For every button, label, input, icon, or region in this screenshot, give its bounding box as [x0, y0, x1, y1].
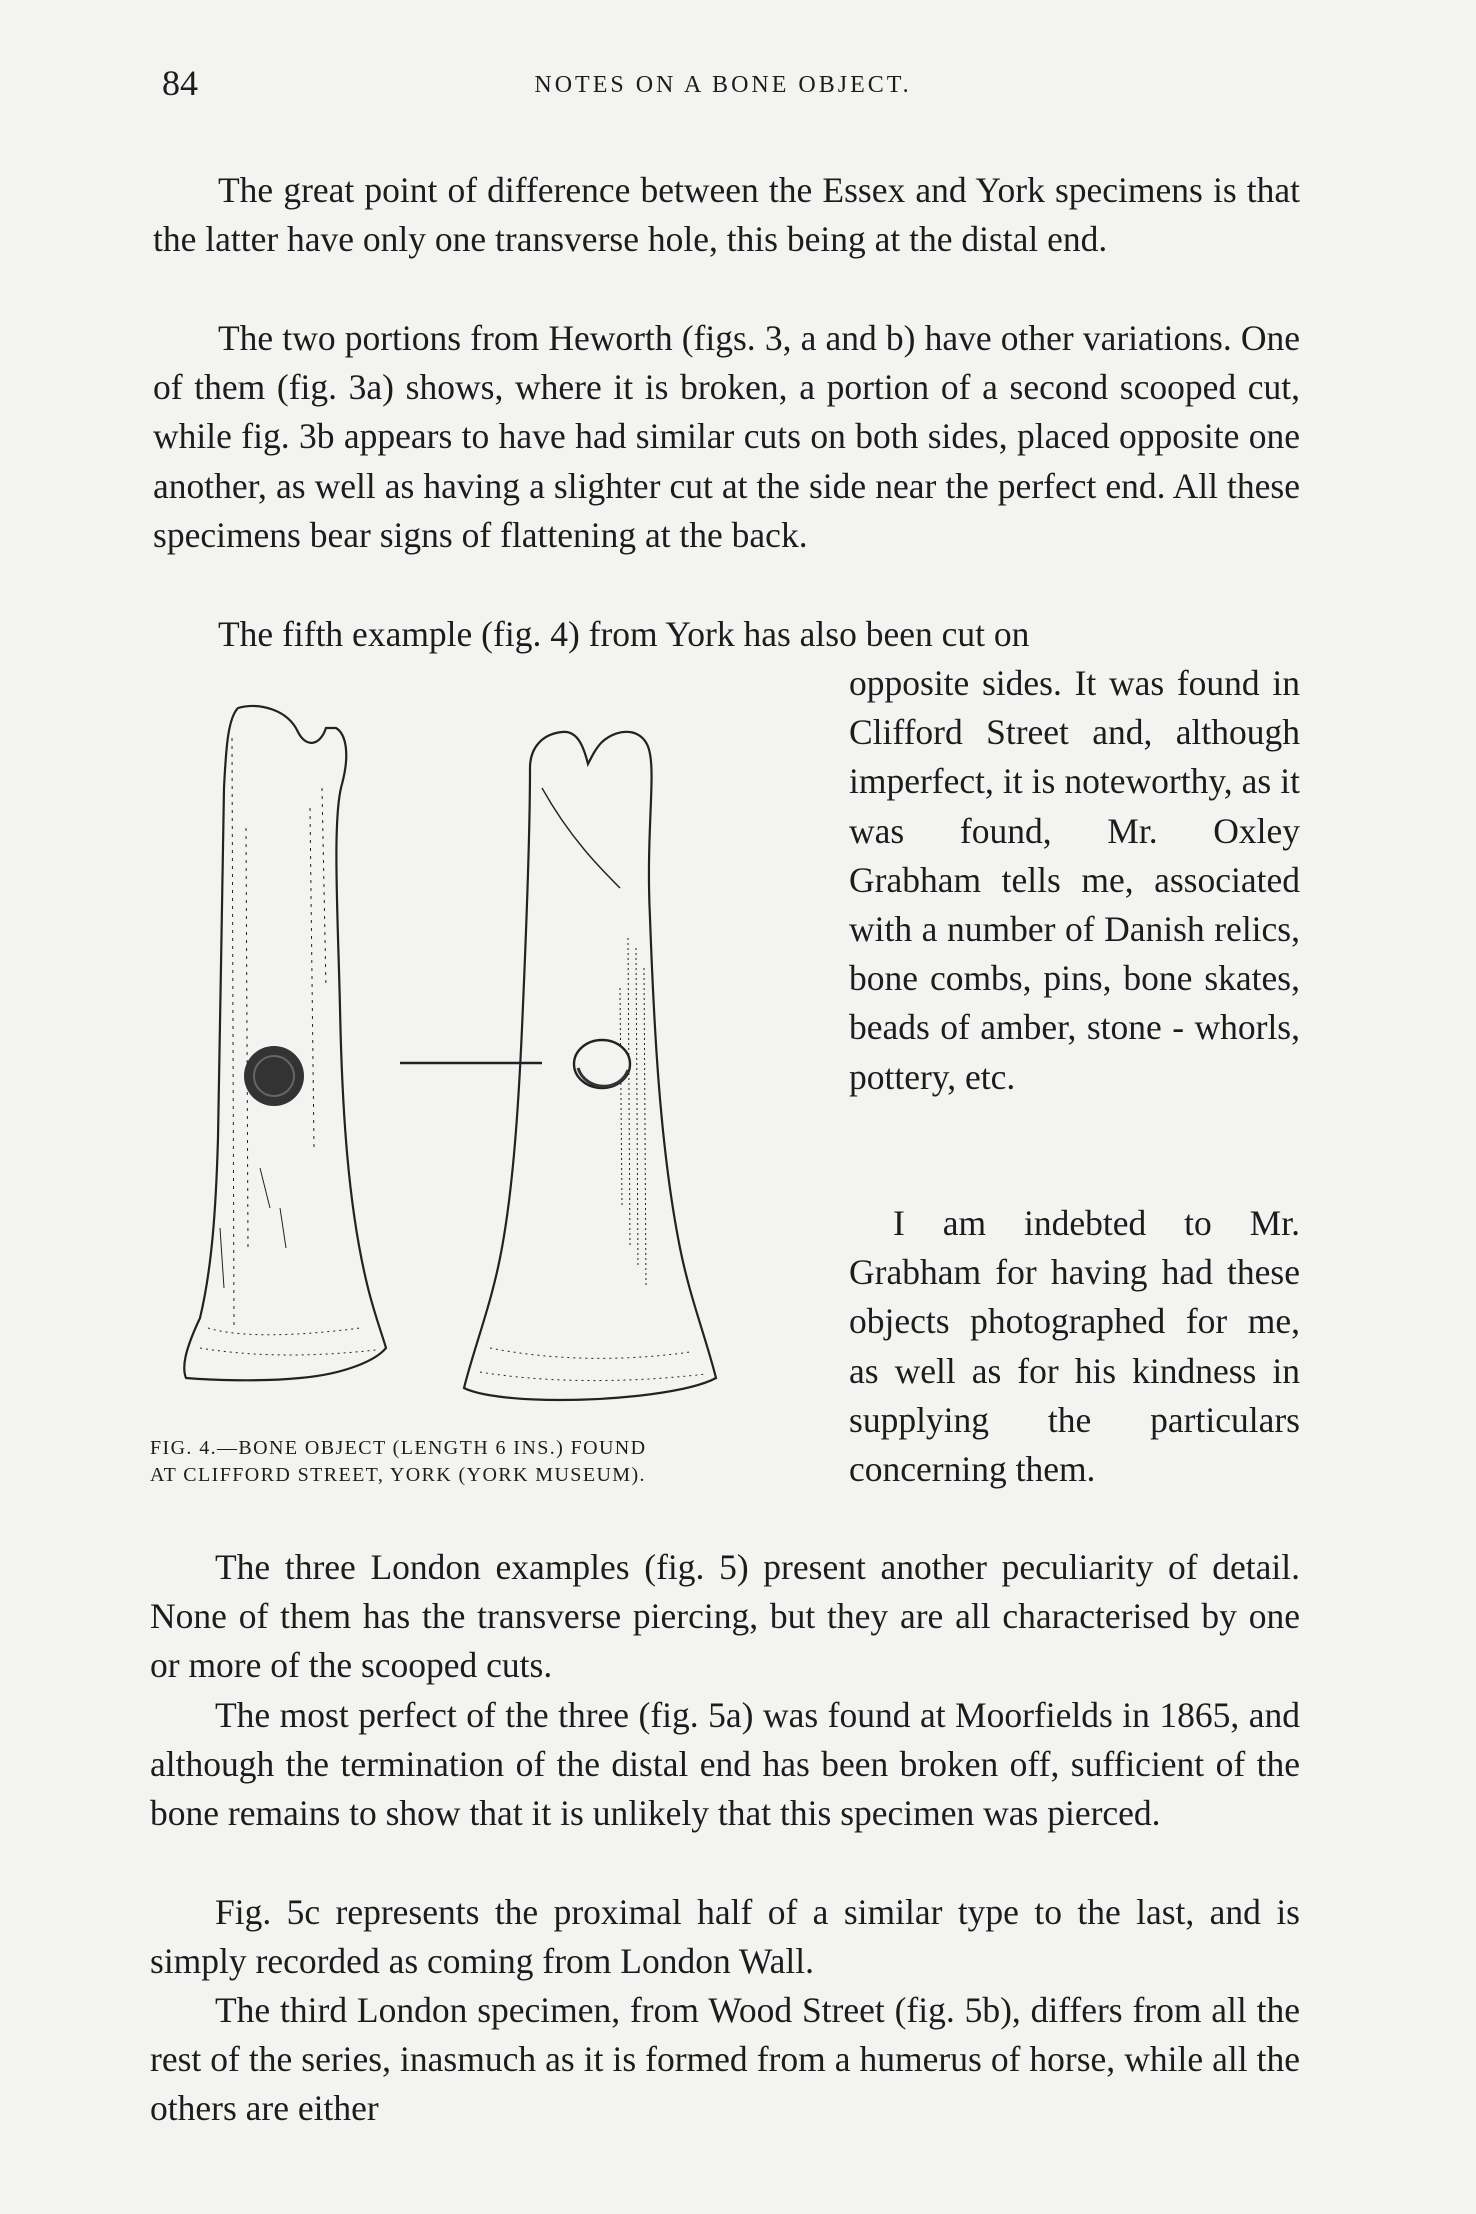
- paragraph-4: I am indebted to Mr. Grabham for having had these objects photographed for me, as well as for his kindness in supplying the particulars concerning them.: [849, 1203, 1300, 1490]
- caption-line-2: AT CLIFFORD STREET, YORK (YORK MUSEUM).: [150, 1464, 646, 1486]
- running-head: NOTES ON A BONE OBJECT.: [534, 72, 912, 98]
- paragraph-7: Fig. 5c represents the proximal half of a similar type to the last, and is simply recorded as coming from London Wall.: [150, 1892, 1300, 1982]
- paragraph-1: The great point of difference between the Essex and York specimens is that the latter have only one transverse hole, this being at the distal end.: [153, 170, 1300, 260]
- paragraph-6: The most perfect of the three (fig. 5a) was found at Moorfields in 1865, and although the termination of the distal end has been broken off, sufficient of the bone remains to show that it is unlikely that this specimen was pierced.: [150, 1695, 1300, 1834]
- paragraph-3-first-line: The fifth example (fig. 4) from York has also been cut on: [218, 614, 1030, 654]
- bone-left-view: [184, 706, 386, 1380]
- paragraph-5: The three London examples (fig. 5) present another peculiarity of detail. None of them has the transverse piercing, but they are all characterised by one or more of the scooped cuts.: [150, 1547, 1300, 1686]
- bone-object-figure: [150, 688, 810, 1488]
- paragraph-3-wrapped: opposite sides. It was found in Clifford Street and, although imperfect, it is noteworthy, as it was found, Mr. Oxley Grabham tells me, associated with a number of Danish relics, bone combs, pins, bone skates, beads of amber, stone - whorls, pottery, etc.: [849, 663, 1300, 1097]
- page-number: 84: [162, 63, 198, 103]
- figure-caption: [150, 1435, 810, 1489]
- page-header: [148, 62, 1298, 112]
- bone-illustration: [150, 688, 810, 1448]
- paragraph-8: The third London specimen, from Wood Street (fig. 5b), differs from all the rest of the series, inasmuch as it is formed from a humerus of horse, while all the others are either: [150, 1990, 1300, 2129]
- caption-line-1: FIG. 4.—BONE OBJECT (LENGTH 6 INS.) FOUND: [150, 1437, 647, 1459]
- paragraph-2: The two portions from Heworth (figs. 3, a and b) have other variations. One of them (fig. 3a) shows, where it is broken, a portion of a second scooped cut, while fig. 3b appears to have had similar cuts on both sides, placed opposite one another, as well as having a slighter cut at the side near the perfect end. All these specimens bear signs of flattening at the back.: [153, 318, 1300, 555]
